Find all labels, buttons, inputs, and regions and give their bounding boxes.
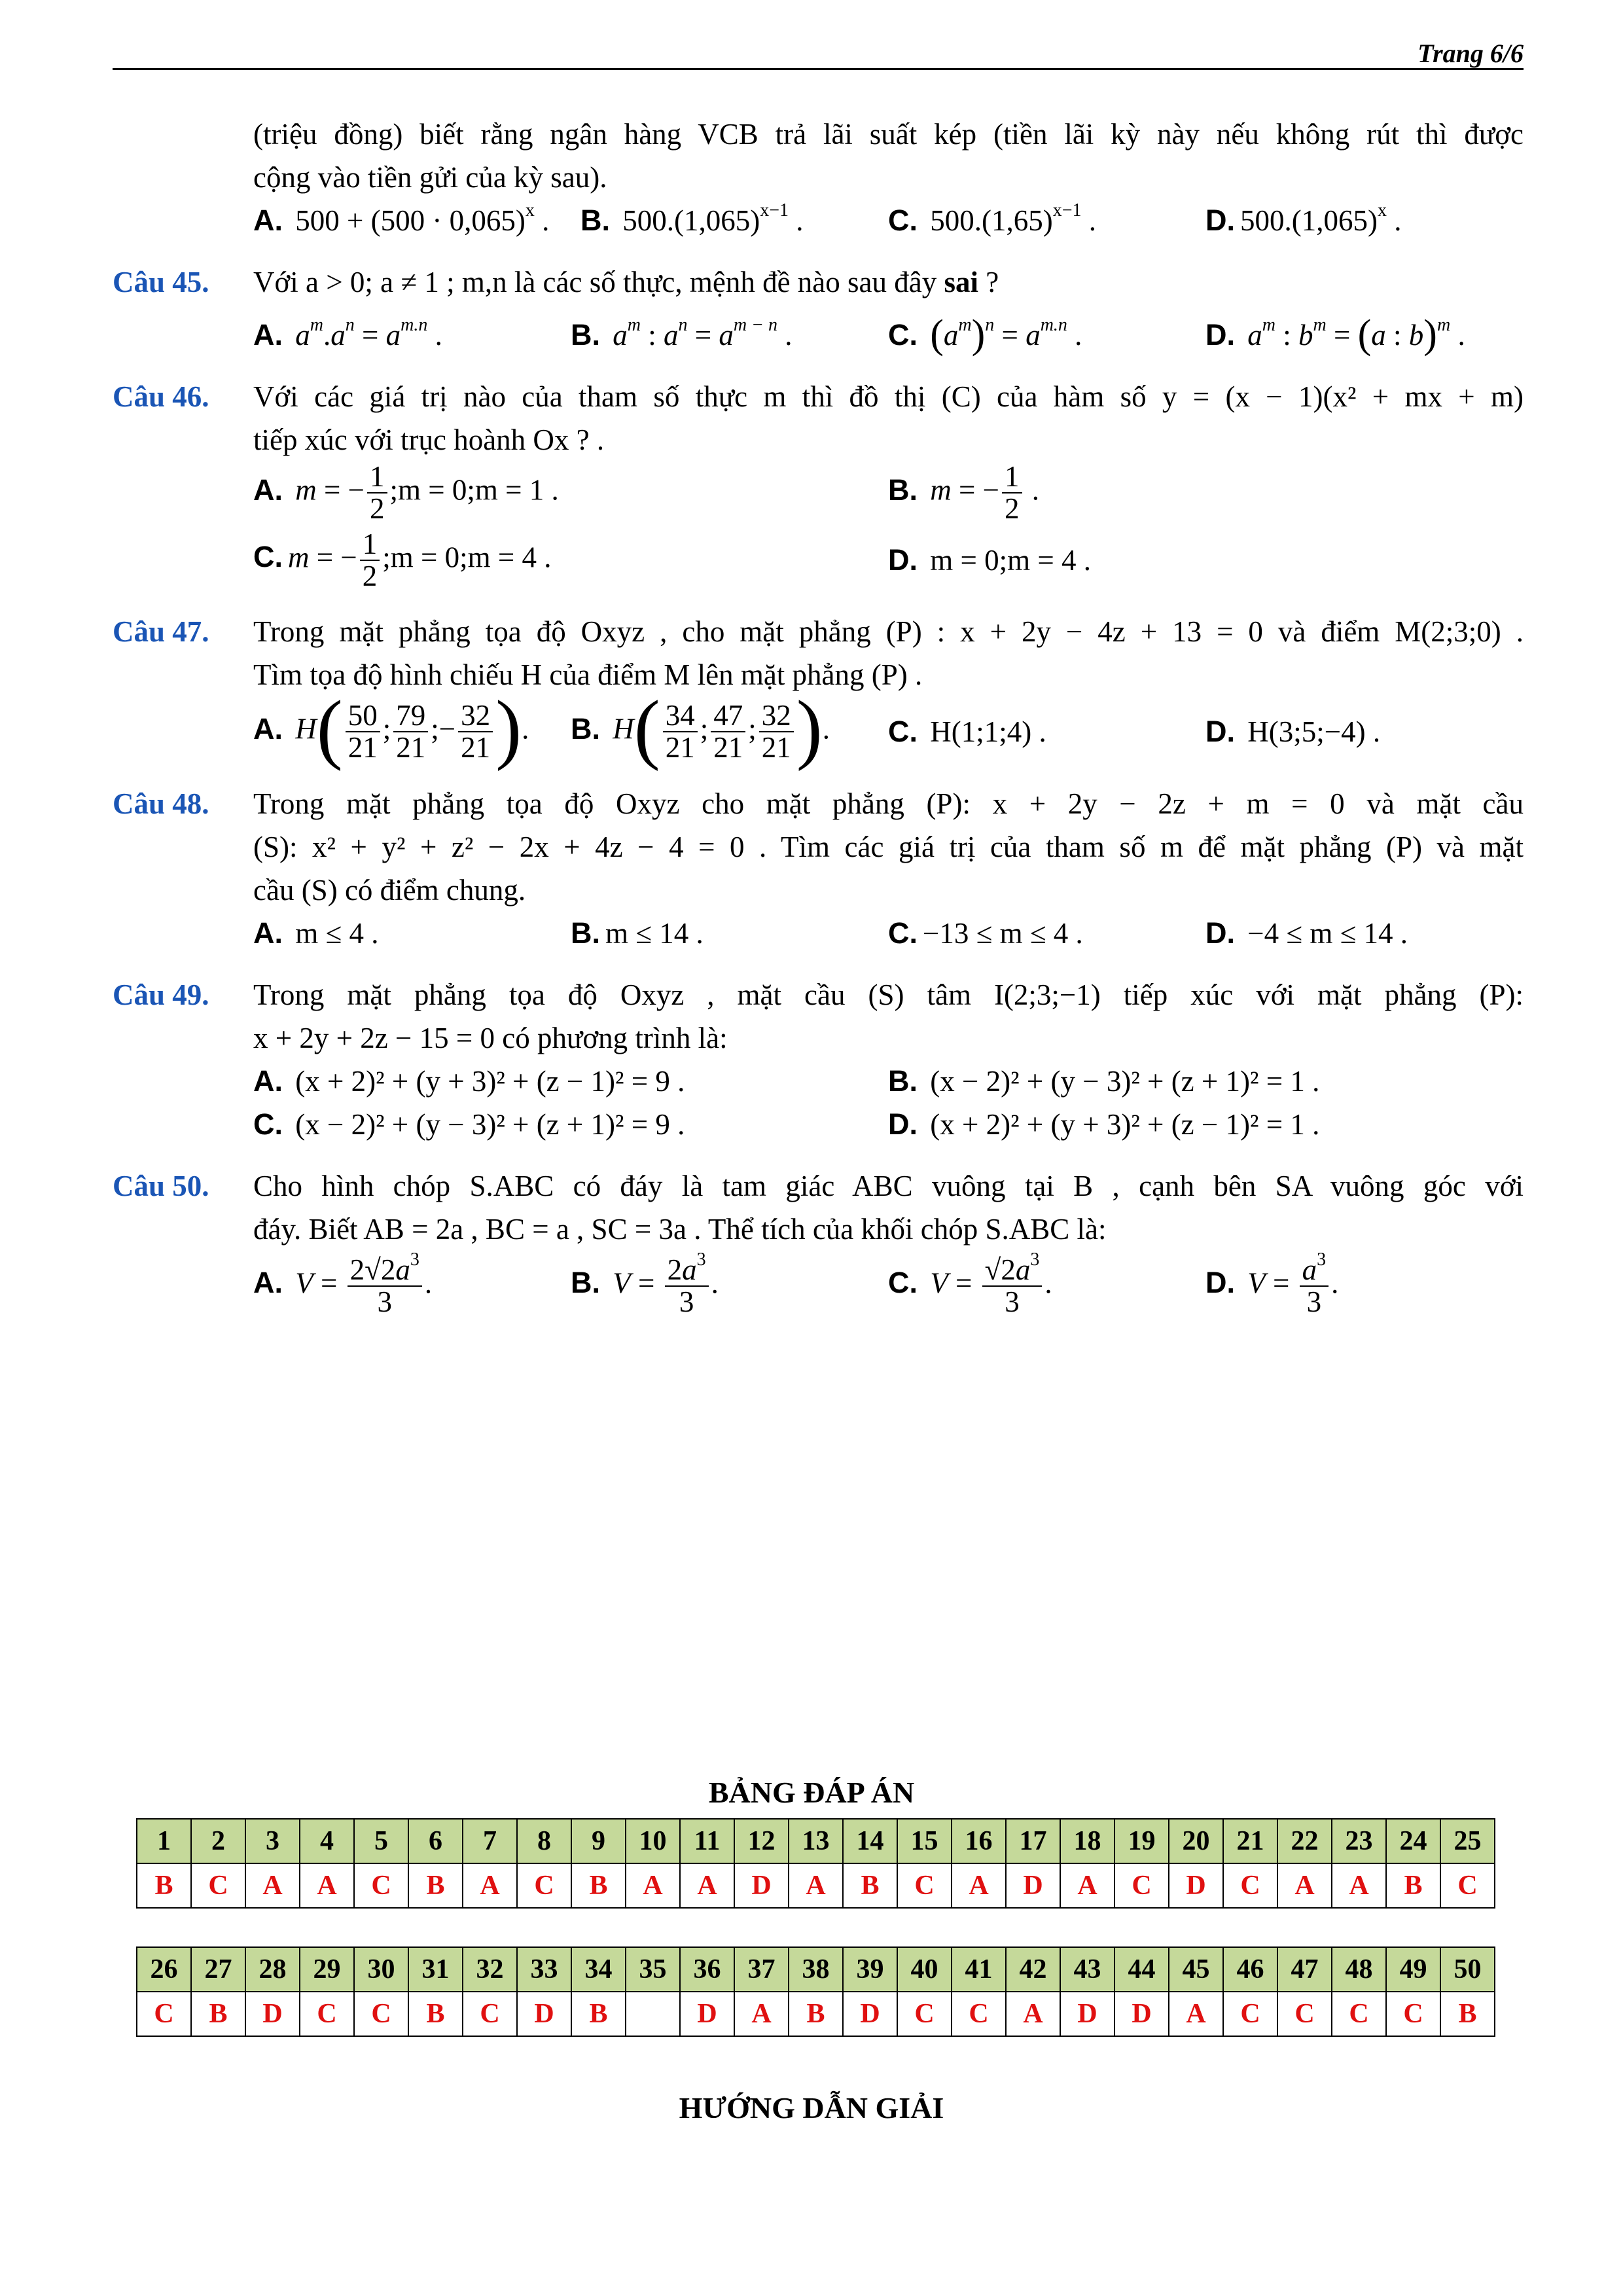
q45-options — [113, 313, 1524, 357]
q46-text1: Với các giá trị nào của tham số thực m thì đồ thị (C) của hàm số y = (x − 1)(x² + mx + m) — [253, 380, 1524, 413]
answer-value-cell: A — [300, 1863, 354, 1908]
answer-number-cell: 11 — [680, 1819, 734, 1863]
answer-row-values-1 — [137, 1863, 1495, 1908]
q44-options — [113, 199, 1524, 242]
q48-text3: cầu (S) có điểm chung. — [253, 873, 526, 906]
answer-value-cell: B — [137, 1863, 191, 1908]
answer-value-cell: D — [734, 1863, 789, 1908]
q50-text1: Cho hình chóp S.ABC có đáy là tam giác ABC vuông tại B , cạnh bên SA vuông góc với — [253, 1169, 1524, 1202]
answer-value-cell: C — [952, 1992, 1006, 2036]
answer-number-cell: 24 — [1386, 1819, 1440, 1863]
answer-value-cell: C — [1440, 1863, 1495, 1908]
q50-option-c: C. V = $\frac{√2a^3}{3}$ . — [888, 1249, 1052, 1318]
answer-value-cell: C — [517, 1863, 571, 1908]
answer-number-cell: 46 — [1223, 1947, 1277, 1992]
answer-row-values-2 — [137, 1992, 1495, 2036]
answer-number-cell: 33 — [517, 1947, 571, 1992]
q46-label: Câu 46. — [113, 380, 209, 413]
answer-value-cell: C — [463, 1992, 517, 2036]
answer-key-title: BẢNG ĐÁP ÁN — [708, 1776, 915, 1809]
answer-value-cell: A — [245, 1863, 300, 1908]
answer-value-cell: B — [1440, 1992, 1495, 2036]
answer-value-cell: C — [897, 1992, 952, 2036]
answer-number-cell: 26 — [137, 1947, 191, 1992]
q49-options-ab — [113, 1060, 1524, 1103]
q47-label: Câu 47. — [113, 615, 209, 648]
answer-number-cell: 16 — [952, 1819, 1006, 1863]
q47-text2: Tìm tọa độ hình chiếu H của điểm M lên mặt phẳng (P) . — [253, 658, 923, 691]
answer-number-cell: 7 — [463, 1819, 517, 1863]
answer-value-cell: C — [300, 1992, 354, 2036]
q45-text: Với a > 0; a ≠ 1 ; m,n là các số thực, mệnh đề nào sau đây sai ? — [253, 266, 999, 298]
answer-value-cell: C — [1277, 1992, 1332, 2036]
q47-options — [113, 684, 1524, 772]
answer-number-cell: 28 — [245, 1947, 300, 1992]
q49-options-cd — [113, 1103, 1524, 1146]
answer-number-cell: 14 — [843, 1819, 897, 1863]
answer-number-cell: 22 — [1277, 1819, 1332, 1863]
answer-value-cell: C — [1332, 1992, 1386, 2036]
q46 — [113, 375, 1524, 418]
q45-option-a: A. $a^m.a^n = a^{m.n}$ . — [253, 314, 442, 351]
questions-body — [113, 113, 1524, 1318]
q47-option-a: A. H( $\frac{50}{21}$ ; $\frac{79}{21}$ ;− $\frac{32}{21}$ ). — [253, 684, 529, 772]
answer-row-numbers-2 — [137, 1947, 1495, 1992]
q46-text2: tiếp xúc với trục hoành Ox ? . — [253, 423, 605, 456]
answer-value-cell: B — [571, 1992, 626, 2036]
answer-value-cell: D — [680, 1992, 734, 2036]
answer-number-cell: 37 — [734, 1947, 789, 1992]
answer-value-cell: C — [354, 1863, 408, 1908]
answer-number-cell: 27 — [191, 1947, 245, 1992]
answer-value-cell: A — [952, 1863, 1006, 1908]
answer-number-cell: 44 — [1115, 1947, 1169, 1992]
answer-value-cell: A — [1060, 1863, 1115, 1908]
answer-number-cell: 31 — [408, 1947, 463, 1992]
q46-option-c: C. m = − $\frac{1}{2}$ ;m = 0;m = 4 . — [253, 527, 552, 592]
answer-value-cell: C — [137, 1992, 191, 2036]
answer-value-cell: A — [680, 1863, 734, 1908]
q44-line1: (triệu đồng) biết rằng ngân hàng VCB trả lãi suất kép (tiền lãi kỳ này nếu không rút thì được — [253, 118, 1524, 151]
answer-value-cell: A — [626, 1863, 680, 1908]
q45-label: Câu 45. — [113, 266, 209, 298]
answer-number-cell: 48 — [1332, 1947, 1386, 1992]
answer-number-cell: 18 — [1060, 1819, 1115, 1863]
answer-number-cell: 17 — [1006, 1819, 1060, 1863]
q49-option-a: A. (x + 2)² + (y + 3)² + (z − 1)² = 9 . — [253, 1064, 685, 1098]
answer-value-cell: D — [1115, 1992, 1169, 2036]
answer-value-cell: A — [1006, 1992, 1060, 2036]
answer-value-cell: A — [1277, 1863, 1332, 1908]
header-rule — [113, 68, 1524, 70]
answer-value-cell: D — [517, 1992, 571, 2036]
answer-value-cell: B — [408, 1863, 463, 1908]
answer-value-cell: C — [897, 1863, 952, 1908]
q45-option-d: D. $a^m$ : $b^m = (a$ : b)$^m$ . — [1205, 312, 1465, 357]
answer-number-cell: 13 — [789, 1819, 843, 1863]
q47-text1: Trong mặt phẳng tọa độ Oxyz , cho mặt phẳng (P) : x + 2y − 4z + 13 = 0 và điểm M(2;3;0) . — [253, 615, 1524, 648]
answer-number-cell: 41 — [952, 1947, 1006, 1992]
answer-number-cell: 9 — [571, 1819, 626, 1863]
q48 — [113, 782, 1524, 825]
answer-value-cell: A — [463, 1863, 517, 1908]
q49-option-b: B. (x − 2)² + (y − 3)² + (z + 1)² = 1 . — [888, 1064, 1320, 1098]
answer-value-cell: D — [1169, 1863, 1223, 1908]
answer-value-cell: C — [1386, 1992, 1440, 2036]
answer-number-cell: 1 — [137, 1819, 191, 1863]
answer-value-cell: B — [843, 1863, 897, 1908]
answer-number-cell: 15 — [897, 1819, 952, 1863]
q49 — [113, 973, 1524, 1016]
q48-label: Câu 48. — [113, 787, 209, 820]
answer-number-cell: 29 — [300, 1947, 354, 1992]
answer-value-cell: C — [1223, 1863, 1277, 1908]
q45-option-c: C. $(a^m)^n = a^{m.n}$ . — [888, 312, 1082, 357]
answer-number-cell: 19 — [1115, 1819, 1169, 1863]
q48-options — [113, 912, 1524, 955]
q48-text2: (S): x² + y² + z² − 2x + 4z − 4 = 0 . Tìm các giá trị của tham số m để mặt phẳng (P) và mặt — [253, 830, 1524, 863]
answer-value-cell: A — [1332, 1863, 1386, 1908]
answer-number-cell: 12 — [734, 1819, 789, 1863]
answer-number-cell: 49 — [1386, 1947, 1440, 1992]
answer-value-cell: D — [1060, 1992, 1115, 2036]
answer-value-cell: B — [191, 1992, 245, 2036]
answer-number-cell: 38 — [789, 1947, 843, 1992]
answer-number-cell: 2 — [191, 1819, 245, 1863]
answer-number-cell: 5 — [354, 1819, 408, 1863]
answer-number-cell: 34 — [571, 1947, 626, 1992]
answer-value-cell: C — [191, 1863, 245, 1908]
q48-option-b: B. m ≤ 14 . — [571, 916, 704, 950]
q49-option-d: D. (x + 2)² + (y + 3)² + (z − 1)² = 1 . — [888, 1107, 1320, 1141]
q45 — [113, 260, 1524, 304]
answer-number-cell: 32 — [463, 1947, 517, 1992]
q48-option-d: D. −4 ≤ m ≤ 14 . — [1205, 916, 1408, 950]
answer-value-cell: B — [789, 1992, 843, 2036]
q47-option-d: D. H(3;5;−4) . — [1205, 715, 1381, 749]
answer-row-numbers-1 — [137, 1819, 1495, 1863]
answer-number-cell: 3 — [245, 1819, 300, 1863]
answer-number-cell: 25 — [1440, 1819, 1495, 1863]
solutions-title: HƯỚNG DẪN GIẢI — [679, 2091, 944, 2125]
answer-table-1 — [136, 1818, 1495, 1909]
answer-value-cell: C — [354, 1992, 408, 2036]
answer-number-cell: 8 — [517, 1819, 571, 1863]
q48-option-a: A. m ≤ 4 . — [253, 916, 379, 950]
q48-text1: Trong mặt phẳng tọa độ Oxyz cho mặt phẳng (P): x + 2y − 2z + m = 0 và mặt cầu — [253, 787, 1524, 820]
answer-value-cell: D — [245, 1992, 300, 2036]
answer-number-cell: 20 — [1169, 1819, 1223, 1863]
q44-option-c: C. $500.(1,65)^{x-1}$ . — [888, 200, 1097, 237]
answer-number-cell: 45 — [1169, 1947, 1223, 1992]
q50-label: Câu 50. — [113, 1169, 209, 1202]
q47 — [113, 610, 1524, 653]
answer-number-cell: 47 — [1277, 1947, 1332, 1992]
q49-text1: Trong mặt phẳng tọa độ Oxyz , mặt cầu (S) tâm I(2;3;−1) tiếp xúc với mặt phẳng (P): — [253, 978, 1524, 1011]
q46-option-b: B. m = − $\frac{1}{2}$ . — [888, 460, 1040, 526]
answer-number-cell: 23 — [1332, 1819, 1386, 1863]
q44-option-a: A. $500 + (500 \cdot 0,065)^x$ . — [253, 200, 550, 237]
q45-option-b: B. $a^m$ : $a^n = a^{m - n}$ . — [571, 314, 793, 351]
answer-value-cell: A — [734, 1992, 789, 2036]
q50-option-b: B. V = $\frac{2a^3}{3}$ . — [571, 1249, 719, 1318]
q50-option-a: A. V = $\frac{2√2a^3}{3}$ . — [253, 1249, 433, 1318]
q47-option-c: C. H(1;1;4) . — [888, 715, 1046, 749]
answer-number-cell: 40 — [897, 1947, 952, 1992]
q50-options — [113, 1249, 1524, 1318]
q49-text2: x + 2y + 2z − 15 = 0 có phương trình là: — [253, 1021, 728, 1054]
page-number: Trang 6/6 — [1418, 39, 1524, 68]
answer-number-cell: 10 — [626, 1819, 680, 1863]
answer-value-cell: C — [1115, 1863, 1169, 1908]
answer-number-cell: 43 — [1060, 1947, 1115, 1992]
answer-value-cell: A — [789, 1863, 843, 1908]
answer-value-cell: B — [408, 1992, 463, 2036]
q46-option-d: D. m = 0;m = 4 . — [888, 543, 1092, 577]
q49-option-c: C. (x − 2)² + (y − 3)² + (z + 1)² = 9 . — [253, 1107, 685, 1141]
answer-number-cell: 6 — [408, 1819, 463, 1863]
q44-option-d: D. $500.(1,065)^x$ . — [1205, 200, 1402, 237]
answer-value-cell: B — [571, 1863, 626, 1908]
answer-table-2 — [136, 1946, 1495, 2037]
q50 — [113, 1164, 1524, 1208]
q46-option-a: A. m = − $\frac{1}{2}$ ;m = 0;m = 1 . — [253, 460, 559, 526]
q50-option-d: D. V = $\frac{a^3}{3}$ . — [1205, 1249, 1339, 1318]
q46-options-cd — [113, 529, 1524, 592]
answer-number-cell: 39 — [843, 1947, 897, 1992]
answer-value-cell: D — [1006, 1863, 1060, 1908]
q44-option-b: B. $500.(1,065)^{x-1}$ . — [580, 200, 804, 237]
answer-number-cell: 42 — [1006, 1947, 1060, 1992]
answer-number-cell: 36 — [680, 1947, 734, 1992]
answer-number-cell: 4 — [300, 1819, 354, 1863]
answer-number-cell: 21 — [1223, 1819, 1277, 1863]
q46-options-ab — [113, 461, 1524, 525]
answer-value-cell: C — [1223, 1992, 1277, 2036]
answer-number-cell: 50 — [1440, 1947, 1495, 1992]
answer-number-cell: 35 — [626, 1947, 680, 1992]
answer-value-cell: D — [843, 1992, 897, 2036]
q47-option-b: B. H( $\frac{34}{21}$ ; $\frac{47}{21}$ ; $\frac{32}{21}$ ). — [571, 684, 830, 772]
answer-value-cell — [626, 1992, 680, 2036]
q49-label: Câu 49. — [113, 978, 209, 1011]
answer-number-cell: 30 — [354, 1947, 408, 1992]
answer-value-cell: A — [1169, 1992, 1223, 2036]
q44-line2: cộng vào tiền gửi của kỳ sau). — [253, 161, 607, 194]
q50-text2: đáy. Biết AB = 2a , BC = a , SC = 3a . Thể tích của khối chóp S.ABC là: — [253, 1212, 1107, 1246]
answer-value-cell: B — [1386, 1863, 1440, 1908]
q48-option-c: C. −13 ≤ m ≤ 4 . — [888, 916, 1083, 950]
